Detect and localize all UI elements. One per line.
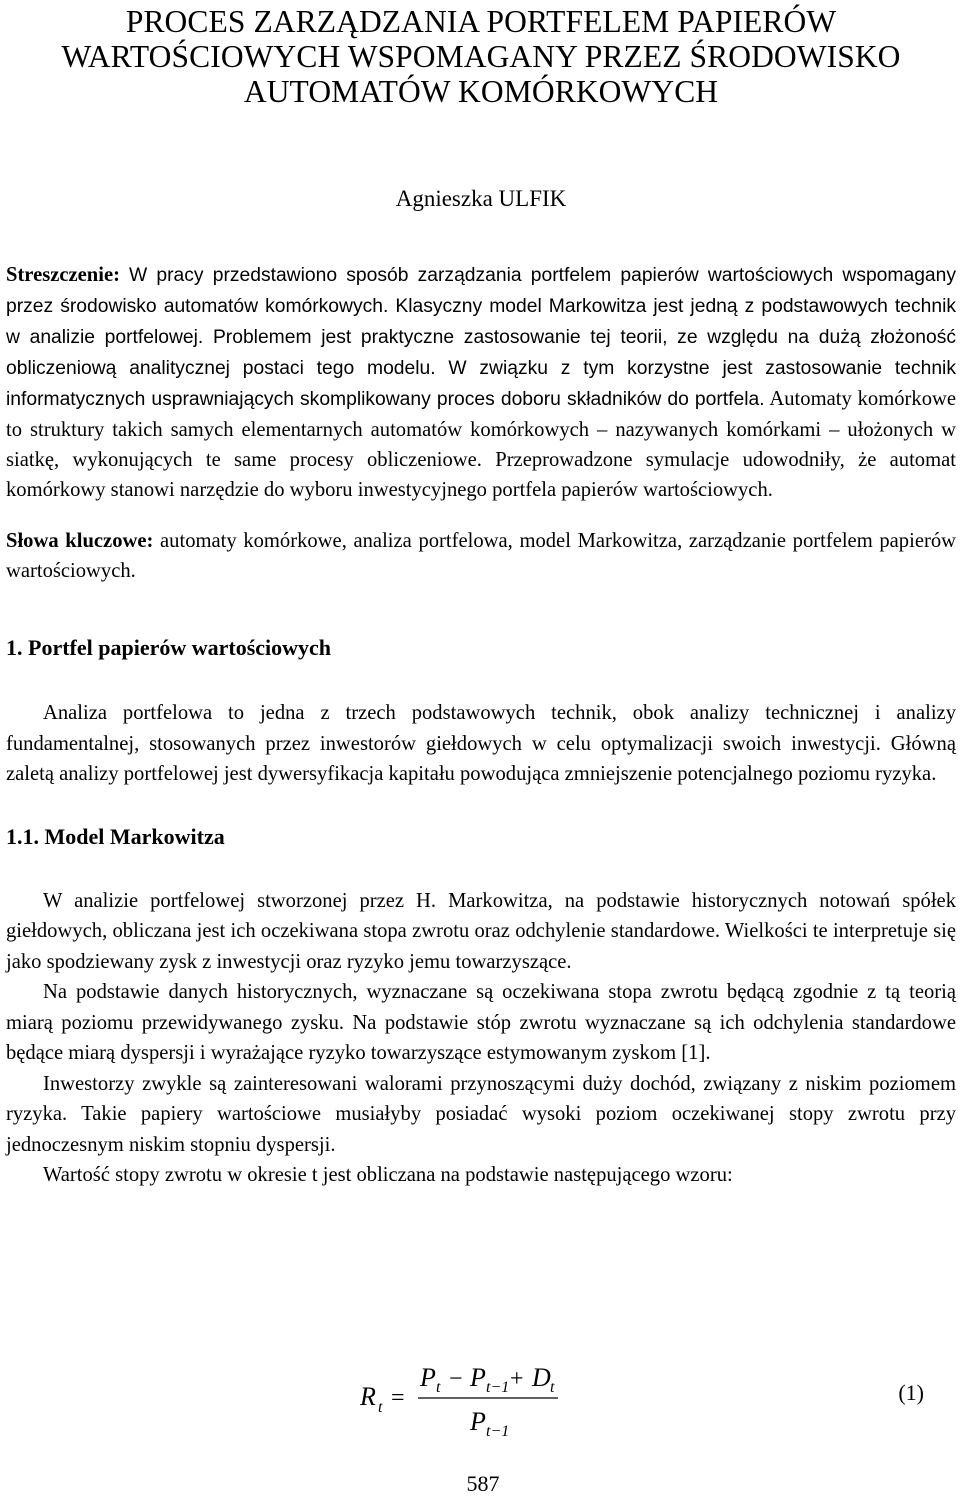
abstract-label: Streszczenie: bbox=[6, 264, 120, 286]
formula-den-sub: t−1 bbox=[486, 1423, 510, 1440]
page-number: 587 bbox=[466, 1471, 500, 1496]
equation-number: (1) bbox=[898, 1380, 924, 1405]
formula-num-d: D bbox=[532, 1363, 551, 1392]
formula-plus: + bbox=[510, 1366, 524, 1392]
formula-num-p2: P bbox=[470, 1363, 486, 1392]
title-line-1: PROCES ZARZĄDZANIA PORTFELEM PAPIERÓW bbox=[125, 4, 837, 39]
abstract-text-part2: Automaty komórkowe to struktury takich samych elementarnych automatów komórkowych – nazywanych komórkami – ułożonych w siatkę, wykonujących te same procesy obliczeniowe. Przeprowadzone symulacje udowodniły, że automat komórkowy stanowi narzędzie do wyboru inwestycyjnego portfela papierów wartościowych. bbox=[6, 388, 957, 501]
abstract-text-part1: W pracy przedstawiono sposób zarządzania portfelem papierów wartościowych wspomagany przez środowisko automatów komórkowych. Klasyczny model Markowitza jest jedną z podstawowych technik w analizie portfelowej. Problemem jest praktyczne zastosowanie tej teorii, ze względu na dużą złożoność obliczeniową analitycznej postaci tego modelu. W związku z tym korzystne jest zastosowanie technik informatycznych usprawniających skomplikowany proces doboru składników do portfela. bbox=[6, 265, 956, 410]
formula-lhs: R bbox=[360, 1382, 376, 1411]
section-1-paragraph: Analiza portfelowa to jedna z trzech podstawowych technik, obok analizy technicznej i analizy fundamentalnej, stosowanych przez inwestorów giełdowych w celu optymalizacji swoich inwestycji. Główną zaletą analizy portfelowej jest dywersyfikacja kapitału powodująca zmniejszenie potencjalnego poziomu ryzyka. bbox=[6, 702, 956, 785]
article-page bbox=[6, 0, 956, 1191]
title-line-2: WARTOŚCIOWYCH WSPOMAGANY PRZEZ ŚRODOWISKO bbox=[61, 39, 901, 74]
formula-equals: = bbox=[391, 1385, 405, 1411]
formula-minus: − bbox=[449, 1366, 463, 1392]
formula-num-p2-sub: t−1 bbox=[486, 1379, 510, 1396]
formula-den: P bbox=[470, 1407, 486, 1436]
abstract bbox=[6, 260, 956, 505]
title-line-3: AUTOMATÓW KOMÓRKOWYCH bbox=[243, 74, 719, 109]
keywords-label: Słowa kluczowe: bbox=[6, 530, 154, 552]
return-rate-formula bbox=[360, 1362, 560, 1442]
formula-lhs-sub: t bbox=[378, 1399, 383, 1416]
keywords bbox=[6, 526, 956, 586]
markowitz-paragraph-4: Wartość stopy zwrotu w okresie t jest obliczana na podstawie następującego wzoru: bbox=[43, 1164, 733, 1186]
formula-num-p1: P bbox=[420, 1363, 436, 1392]
author-name: Agnieszka ULFIK bbox=[395, 186, 567, 211]
section-1-1-heading: 1.1. Model Markowitza bbox=[6, 823, 225, 849]
markowitz-paragraph-1: W analizie portfelowej stworzonej przez H. Markowitza, na podstawie historycznych notowań spółek giełdowych, obliczana jest ich oczekiwana stopa zwrotu oraz odchylenie standardowe. Wielkości te interpretuje się jako spodziewany zysk z inwestycji oraz ryzyko jemu towarzyszące. bbox=[6, 889, 956, 973]
keywords-text: automaty komórkowe, analiza portfelowa, model Markowitza, zarządzanie portfelem papierów wartościowych. bbox=[6, 530, 956, 582]
markowitz-paragraph-3: Inwestorzy zwykle są zainteresowani walorami przynoszącymi duży dochód, związany z niskim poziomem ryzyka. Takie papiery wartościowe musiałyby posiadać wysoki poziom oczekiwanej stopy zwrotu przy jednoczesnym niskim stopniu dyspersji. bbox=[6, 1072, 956, 1156]
section-1-heading: 1. Portfel papierów wartościowych bbox=[6, 635, 332, 660]
formula-num-d-sub: t bbox=[550, 1379, 555, 1396]
formula-num-p1-sub: t bbox=[436, 1379, 441, 1396]
markowitz-paragraph-2: Na podstawie danych historycznych, wyznaczane są oczekiwana stopa zwrotu będącą zgodnie z tą teorią miarą poziomu przewidywanego zysku. Na podstawie stóp zwrotu wyznaczane są ich odchylenia standardowe będące miarą dyspersji i wyrażające ryzyko towarzyszące estymowanym zyskom [1]. bbox=[6, 981, 956, 1064]
article-title bbox=[6, 0, 956, 109]
